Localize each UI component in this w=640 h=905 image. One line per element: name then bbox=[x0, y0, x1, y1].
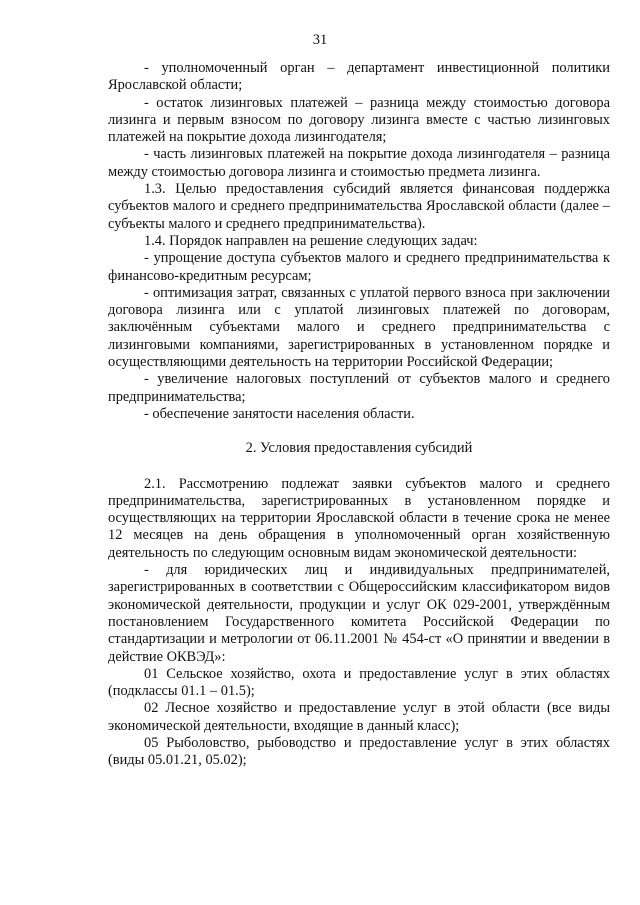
paragraph-2-1-eligibility: 2.1. Рассмотрению подлежат заявки субъектов малого и среднего предпринимательства, зарегистрированных в установленном порядке и осуществляющих на территории Ярославской области в течение срока не менее 12 месяцев на день обращения в уполномоченный орган хозяйственную деятельность по следующим основным видам экономической деятельности: bbox=[108, 475, 610, 561]
paragraph-okved-01: 01 Сельское хозяйство, охота и предоставление услуг в этих областях (подклассы 01.1 – 01.5); bbox=[108, 665, 610, 700]
paragraph-1-3-purpose: 1.3. Целью предоставления субсидий является финансовая поддержка субъектов малого и среднего предпринимательства Ярославской области (далее – субъекты малого и среднего предпринимательства). bbox=[108, 181, 610, 232]
document-body bbox=[108, 60, 610, 770]
paragraph-okved-05: 05 Рыболовство, рыбоводство и предоставление услуг в этих областях (виды 05.01.21, 05.02); bbox=[108, 734, 610, 769]
paragraph-lessor-income: - часть лизинговых платежей на покрытие дохода лизингодателя – разница между стоимостью договора лизинга и стоимостью предмета лизинга. bbox=[108, 146, 610, 180]
paragraph-task-optimize-costs: - оптимизация затрат, связанных с уплатой первого взноса при заключении договора лизинга или с уплатой лизинговых платежей по договорам, заключённым субъектами малого и среднего предпринимательства с лизинговыми компаниями, зарегистрированных в установленном порядке и осуществляющими деятельность на территории Российской Федерации; bbox=[108, 284, 610, 371]
paragraph-lease-balance: - остаток лизинговых платежей – разница между стоимостью договора лизинга и первым взносом по договору лизинга вместе с частью лизинговых платежей на покрытие дохода лизингодателя; bbox=[108, 94, 610, 146]
section-heading: 2. Условия предоставления субсидий bbox=[245, 440, 473, 457]
paragraph-okved-02: 02 Лесное хозяйство и предоставление услуг в этой области (все виды экономической деятельности, входящие в данный класс); bbox=[108, 700, 610, 734]
paragraph-task-tax-revenue: - увеличение налоговых поступлений от субъектов малого и среднего предпринимательства; bbox=[108, 371, 610, 405]
paragraph-authorized-body: - уполномоченный орган – департамент инвестиционной политики Ярославской области; bbox=[108, 60, 610, 94]
paragraph-task-simplify-access: - упрощение доступа субъектов малого и среднего предпринимательства к финансово-кредитным ресурсам; bbox=[108, 250, 610, 284]
paragraph-okved-classifier: - для юридических лиц и индивидуальных предпринимателей, зарегистрированных в соответствии с Общероссийским классификатором видов экономической деятельности, продукции и услуг ОК 029-2001, утверждённым постановлением Государственного комитета Российской Федерации по стандартизации и метрологии от 06.11.2001 № 454-ст «О принятии и введении в действие ОКВЭД»: bbox=[108, 562, 610, 665]
page-number: 31 bbox=[312, 32, 328, 48]
paragraph-1-4-tasks: 1.4. Порядок направлен на решение следующих задач: bbox=[144, 232, 478, 249]
paragraph-task-employment: - обеспечение занятости населения области. bbox=[144, 405, 415, 422]
